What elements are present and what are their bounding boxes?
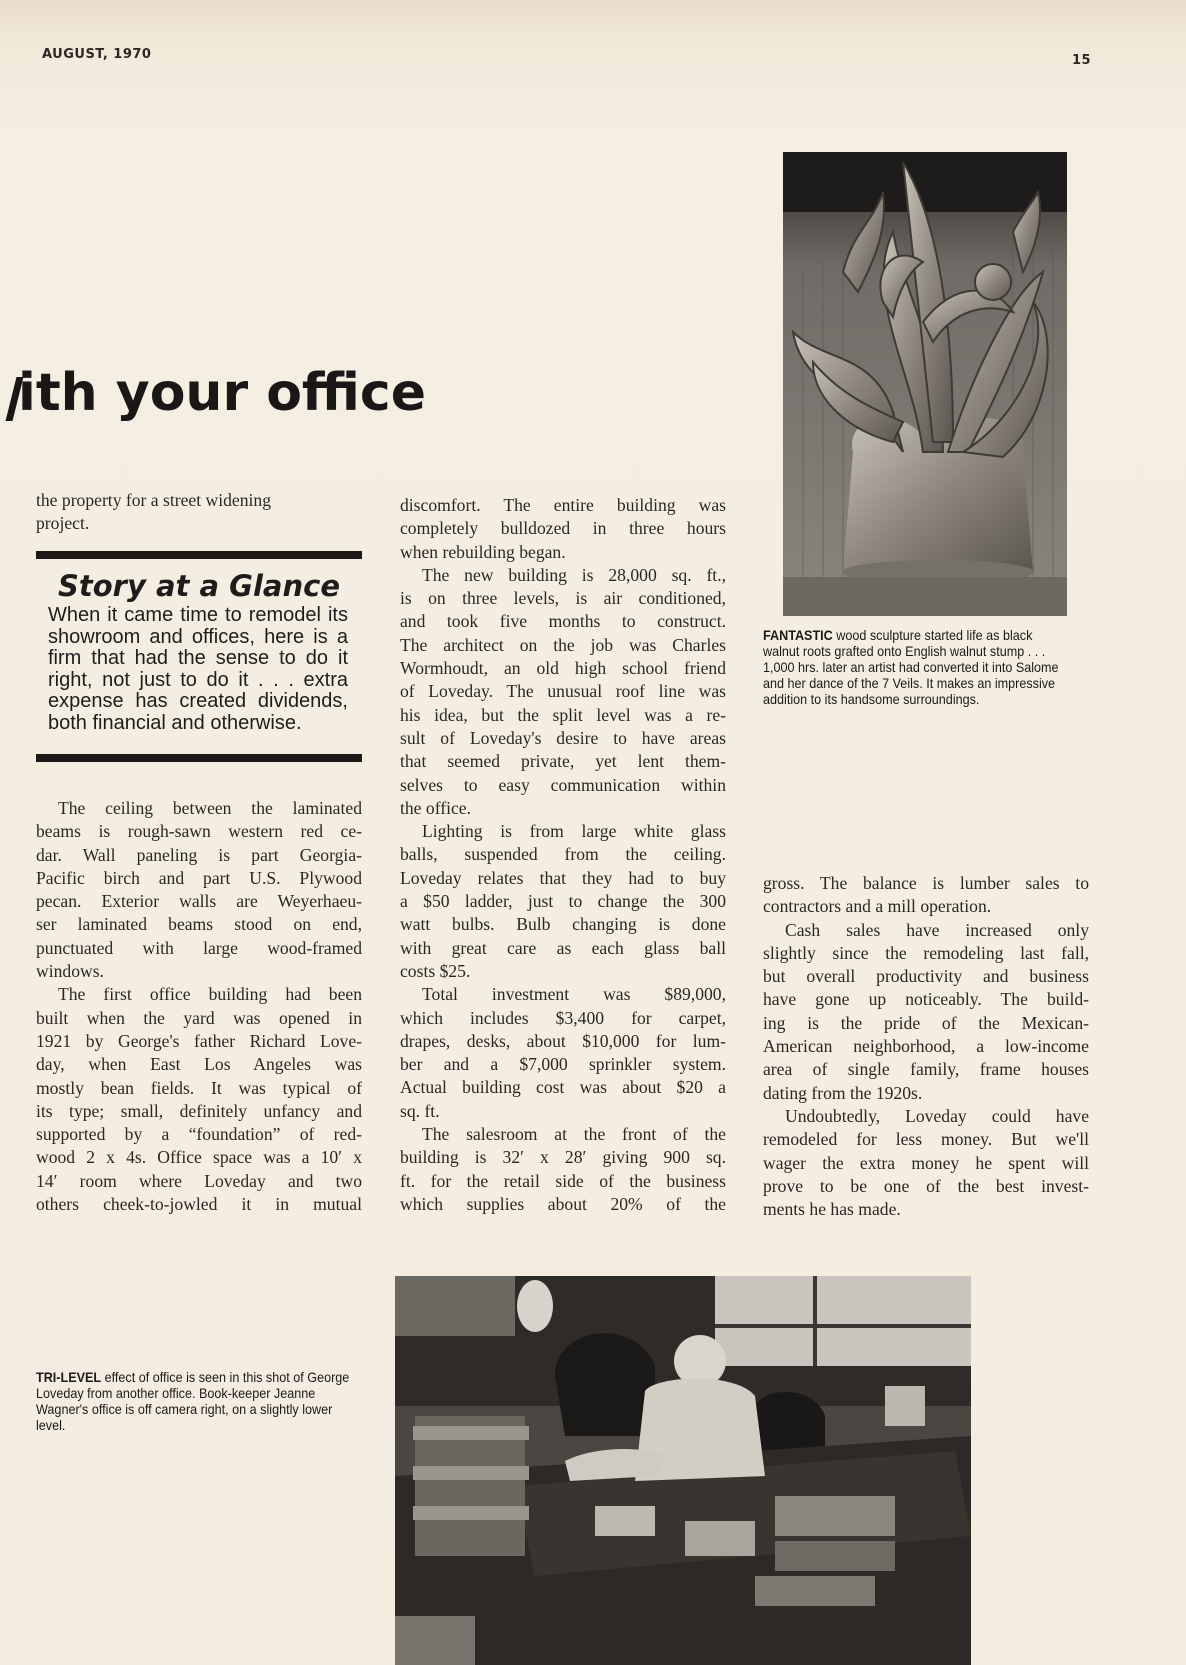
text-line: with great care as each glass ball <box>400 937 726 958</box>
text-line: Cash sales have increased only <box>785 919 1089 940</box>
text-line: remodeled for less money. But we'll <box>763 1129 1089 1150</box>
text-line: day, when East Los Angeles was <box>36 1054 362 1075</box>
text-line: and took five months to construct. <box>400 611 726 632</box>
col2-paragraph-1 <box>400 494 726 564</box>
glance-bottom-rule <box>36 754 362 762</box>
text-line: Pacific birch and part U.S. Plywood <box>36 867 362 888</box>
col3-paragraph-3 <box>763 1105 1089 1221</box>
text-line: its type; small, definitely unfancy and <box>36 1100 362 1121</box>
text-line: others cheek-to-jowled it in mutual <box>36 1194 362 1215</box>
text-line: the office. <box>400 797 471 818</box>
text-line: selves to easy communication within <box>400 774 726 795</box>
text-line: ser laminated beams stood on end, <box>36 914 362 935</box>
glance-text: When it came time to remodel its showroom and offices, here is a firm that had the sense to do it right, not just to do it . . . extra expense has created dividends, both financial and otherwise. <box>48 604 348 734</box>
text-line: sq. ft. <box>400 1100 440 1121</box>
sculpture-caption-text: wood sculpture started life as black walnut roots grafted onto English walnut stump . . . 1,000 hrs. later an artist had converted it into Salome and her dance of the 7 Veils. It makes an impressive addition to its handsome surroundings. <box>763 627 1059 707</box>
text-line: area of single family, frame houses <box>763 1059 1089 1080</box>
glance-top-rule <box>36 551 362 559</box>
text-line: ber and a $7,000 sprinkler system. <box>400 1054 726 1075</box>
text-line: discomfort. The entire building was <box>400 495 726 515</box>
text-line: drapes, desks, about $10,000 for lum- <box>400 1030 726 1051</box>
text-line: windows. <box>36 961 104 982</box>
text-line: that seemed private, yet lent them- <box>400 751 726 772</box>
sculpture-caption <box>763 627 1069 707</box>
text-line: slightly since the remodeling last fall, <box>763 942 1089 963</box>
text-line: when rebuilding began. <box>400 541 566 562</box>
office-caption <box>36 1369 360 1433</box>
text-line: The new building is 28,000 sq. ft., <box>422 564 726 585</box>
text-line: is on three levels, is air conditioned, <box>400 588 726 609</box>
column-3-body <box>763 872 1089 1221</box>
text-line: mostly bean fields. It was typical of <box>36 1077 362 1098</box>
col2-paragraph-5 <box>400 1123 726 1216</box>
page-number: 15 <box>1072 53 1092 68</box>
text-line: building is 32′ x 28′ giving 900 sq. <box>400 1147 726 1168</box>
text-line: American neighborhood, a low-income <box>763 1036 1089 1057</box>
text-line: supported by a “foundation” of red- <box>36 1124 362 1145</box>
col3-paragraph-2 <box>763 919 1089 1105</box>
text-line: 14′ room where Loveday and two <box>36 1170 362 1191</box>
text-line: built when the yard was opened in <box>36 1007 362 1028</box>
sculpture-photo <box>783 152 1067 616</box>
text-line: have gone up noticeably. The build- <box>763 989 1089 1010</box>
text-line: pecan. Exterior walls are Weyerhaeu- <box>36 891 362 912</box>
text-line: which includes $3,400 for carpet, <box>400 1007 726 1028</box>
office-photo <box>395 1276 971 1665</box>
text-line: but overall productivity and business <box>763 966 1089 987</box>
sculpture-photo-art <box>783 152 1067 616</box>
glance-title: Story at a Glance <box>58 569 340 603</box>
text-line: sult of Loveday's desire to have areas <box>400 727 726 748</box>
column-1-body <box>36 797 362 1216</box>
text-line: ing is the pride of the Mexican- <box>763 1012 1089 1033</box>
office-caption-lead: TRI-LEVEL <box>36 1369 102 1385</box>
text-line: dar. Wall paneling is part Georgia- <box>36 844 362 865</box>
text-line: The salesroom at the front of the <box>422 1124 726 1145</box>
column-2-body <box>400 494 726 1216</box>
text-line: Actual building cost was about $20 a <box>400 1077 726 1098</box>
office-caption-text: effect of office is seen in this shot of George Loveday from another office. Book-keeper Jeanne Wagner's office is off camera right, on a slightly lower level. <box>36 1369 350 1433</box>
text-line: Total investment was $89,000, <box>422 984 726 1005</box>
text-line: prove to be one of the best invest- <box>763 1175 1089 1196</box>
text-line: his idea, but the split level was a re- <box>400 704 726 725</box>
column-1-top <box>36 489 362 536</box>
text-line: Lighting is from large white glass <box>422 821 726 842</box>
text-line: ft. for the retail side of the business <box>400 1170 726 1191</box>
sculpture-caption-lead: FANTASTIC <box>763 627 833 643</box>
text-line: balls, suspended from the ceiling. <box>400 844 726 865</box>
text-line: ments he has made. <box>763 1199 901 1220</box>
text-line: gross. The balance is lumber sales to <box>763 873 1089 893</box>
text-line: Undoubtedly, Loveday could have <box>785 1105 1089 1126</box>
text-line: Wormhoudt, an old high school friend <box>400 658 726 679</box>
text-line: beams is rough-sawn western red ce- <box>36 821 362 842</box>
col1-paragraph-2 <box>36 983 362 1216</box>
text-line: 1921 by George's father Richard Love- <box>36 1030 362 1051</box>
col1-paragraph-1 <box>36 797 362 983</box>
col3-paragraph-1 <box>763 872 1089 919</box>
text-line: dating from the 1920s. <box>763 1082 923 1103</box>
headline: ith your office <box>18 363 427 423</box>
text-line: of Loveday. The unusual roof line was <box>400 681 726 702</box>
text-line: costs $25. <box>400 960 471 981</box>
text-line: which supplies about 20% of the <box>400 1193 726 1214</box>
text-line: The architect on the job was Charles <box>400 634 726 655</box>
text-line: wager the extra money he spent will <box>763 1152 1089 1173</box>
col2-paragraph-2 <box>400 564 726 820</box>
issue-date: AUGUST, 1970 <box>42 47 152 62</box>
text-line: contractors and a mill operation. <box>763 896 992 917</box>
text-line: The first office building had been <box>58 984 362 1005</box>
office-photo-art <box>395 1276 971 1665</box>
text-line: The ceiling between the laminated <box>58 798 362 818</box>
col2-paragraph-3 <box>400 820 726 983</box>
text-line: wood 2 x 4s. Office space was a 10′ x <box>36 1147 362 1168</box>
text-line: watt bulbs. Bulb changing is done <box>400 914 726 935</box>
col2-paragraph-4 <box>400 983 726 1123</box>
text-line: Loveday relates that they had to buy <box>400 867 726 888</box>
text-line: a $50 ladder, just to change the 300 <box>400 891 726 912</box>
col1-top-line-1: the property for a street widening <box>36 490 271 510</box>
col1-top-line-2: project. <box>36 513 90 534</box>
text-line: completely bulldozed in three hours <box>400 518 726 539</box>
story-at-a-glance-box <box>36 551 362 762</box>
text-line: punctuated with large wood-framed <box>36 937 362 958</box>
